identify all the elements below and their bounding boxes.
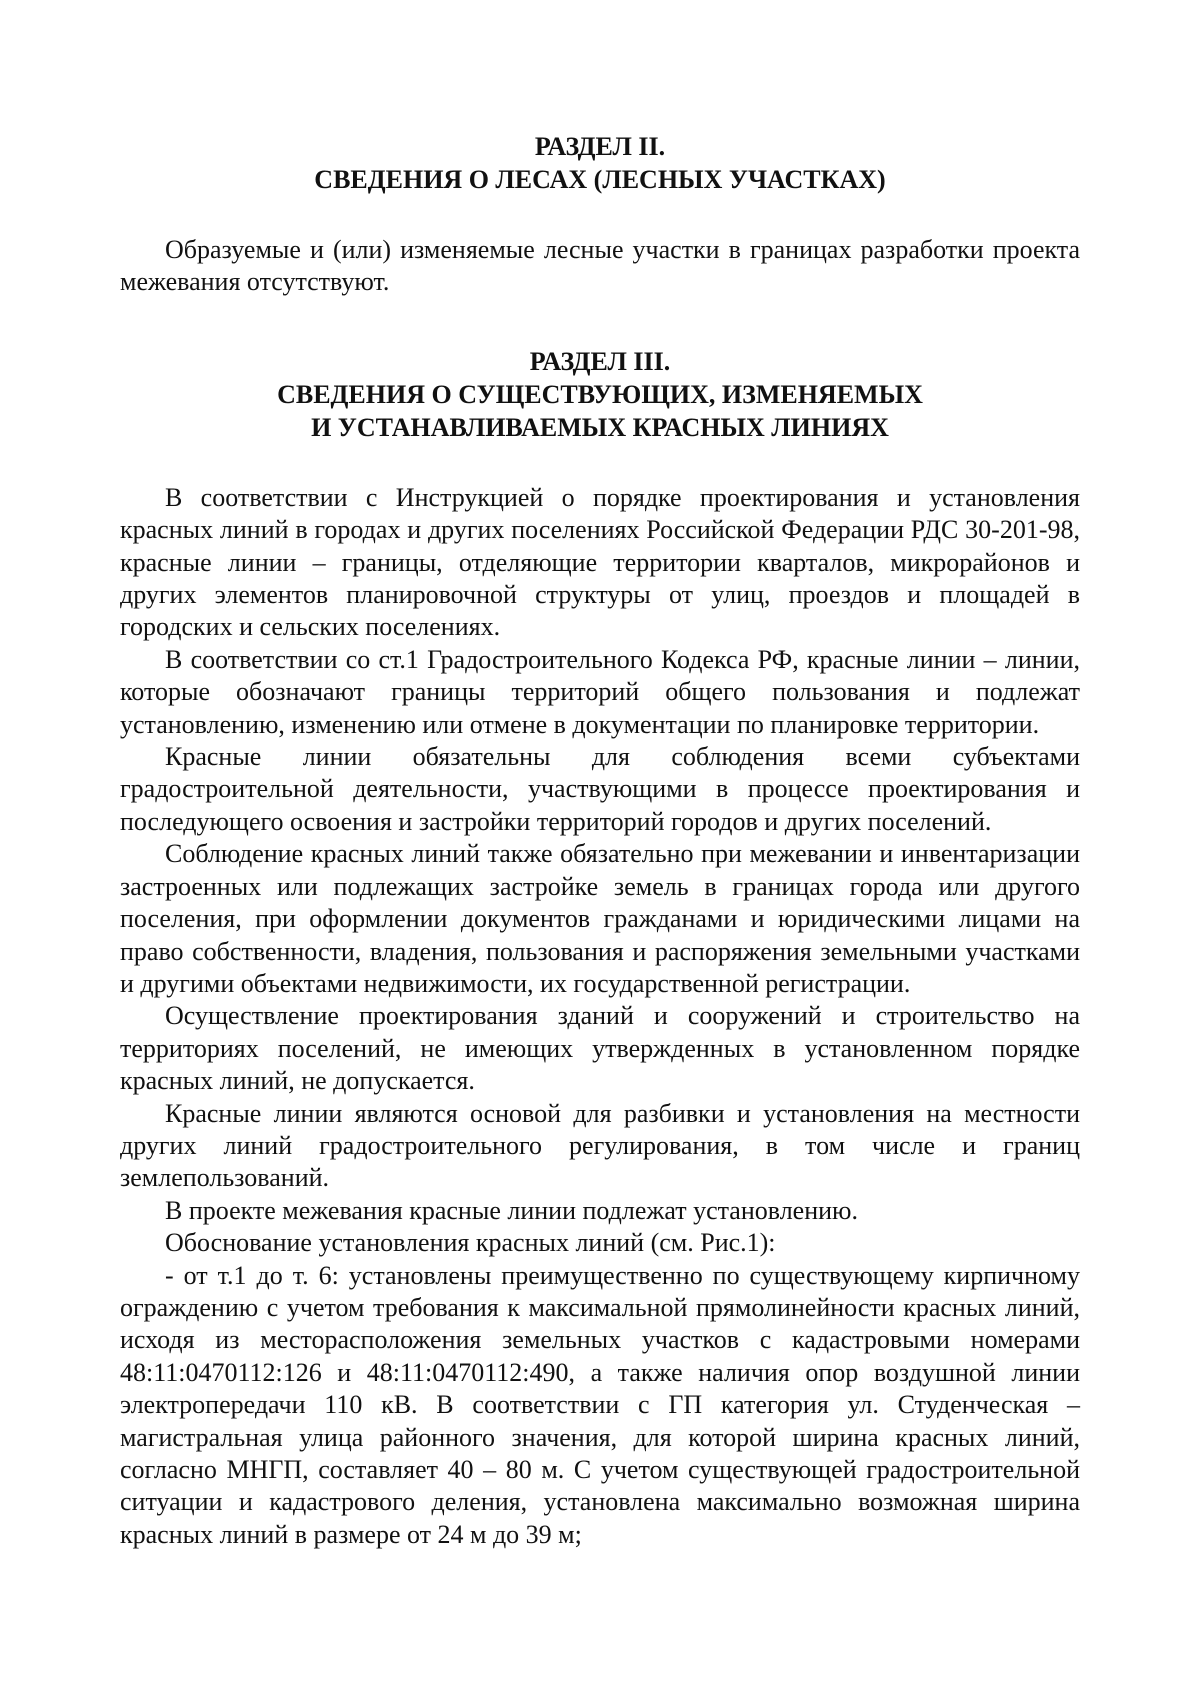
paragraph: В соответствии со ст.1 Градостроительного Кодекса РФ, красные линии – линии, которые обозначают границы территорий общего пользования и подлежат установлению, изменению или отмене в документации по планировке территории. bbox=[120, 644, 1080, 739]
document-page bbox=[120, 130, 1080, 1660]
paragraph: Образуемые и (или) изменяемые лесные участки в границах разработки проекта межевания отсутствуют. bbox=[120, 235, 1080, 297]
paragraph: Красные линии являются основой для разбивки и установления на местности других линий градостроительного регулирования, в том числе и границ землепользований. bbox=[120, 1098, 1080, 1193]
paragraph: Красные линии обязательны для соблюдения всеми субъектами градостроительной деятельности, участвующими в процессе проектирования и последующего освоения и застройки территорий городов и других поселений. bbox=[120, 742, 1080, 836]
paragraph: В соответствии с Инструкцией о порядке проектирования и установления красных линий в городах и других поселениях Российской Федерации РДС 30-201-98, красные линии – границы, отделяющие территории кварталов, микрорайонов и других элементов планировочной структуры от улиц, проездов и площадей в городских и сельских поселениях. bbox=[120, 482, 1080, 642]
section-2-heading bbox=[120, 130, 1080, 196]
section-3-number: РАЗДЕЛ III. bbox=[529, 346, 671, 376]
paragraph: Обоснование установления красных линий (см. Рис.1): bbox=[165, 1228, 776, 1258]
section-3-heading bbox=[120, 345, 1080, 444]
paragraph: Осуществление проектирования зданий и сооружений и строительство на территориях поселений, не имеющих утвержденных в установленном порядке красных линий, не допускается. bbox=[120, 1001, 1080, 1096]
section-3-title-line-2: И УСТАНАВЛИВАЕМЫХ КРАСНЫХ ЛИНИЯХ bbox=[311, 412, 889, 442]
paragraph: - от т.1 до т. 6: установлены преимущественно по существующему кирпичному ограждению с учетом требования к максимальной прямолинейности красных линий, исходя из месторасположения земельных участков с кадастровыми номерами 48:11:0470112:126 и 48:11:0470112:490, а также наличия опор воздушной линии электропередачи 110 кВ. В соответствии с ГП категория ул. Студенческая – магистральная улица районного значения, для которой ширина красных линий, согласно МНГП, составляет 40 – 80 м. С учетом существующей градостроительной ситуации и кадастрового деления, установлена максимально возможная ширина красных линий в размере от 24 м до 39 м; bbox=[120, 1260, 1080, 1549]
section-3-title-line-1: СВЕДЕНИЯ О СУЩЕСТВУЮЩИХ, ИЗМЕНЯЕМЫХ bbox=[277, 379, 923, 409]
paragraph: Соблюдение красных линий также обязательно при межевании и инвентаризации застроенных или подлежащих застройке земель в границах города или другого поселения, при оформлении документов гражданами и юридическими лицами на право собственности, владения, пользования и распоряжения земельными участками и другими объектами недвижимости, их государственной регистрации. bbox=[120, 839, 1080, 998]
section-2-number: РАЗДЕЛ II. bbox=[534, 132, 666, 161]
paragraph: В проекте межевания красные линии подлежат установлению. bbox=[165, 1195, 858, 1225]
section-2-title: СВЕДЕНИЯ О ЛЕСАХ (ЛЕСНЫХ УЧАСТКАХ) bbox=[314, 165, 886, 194]
